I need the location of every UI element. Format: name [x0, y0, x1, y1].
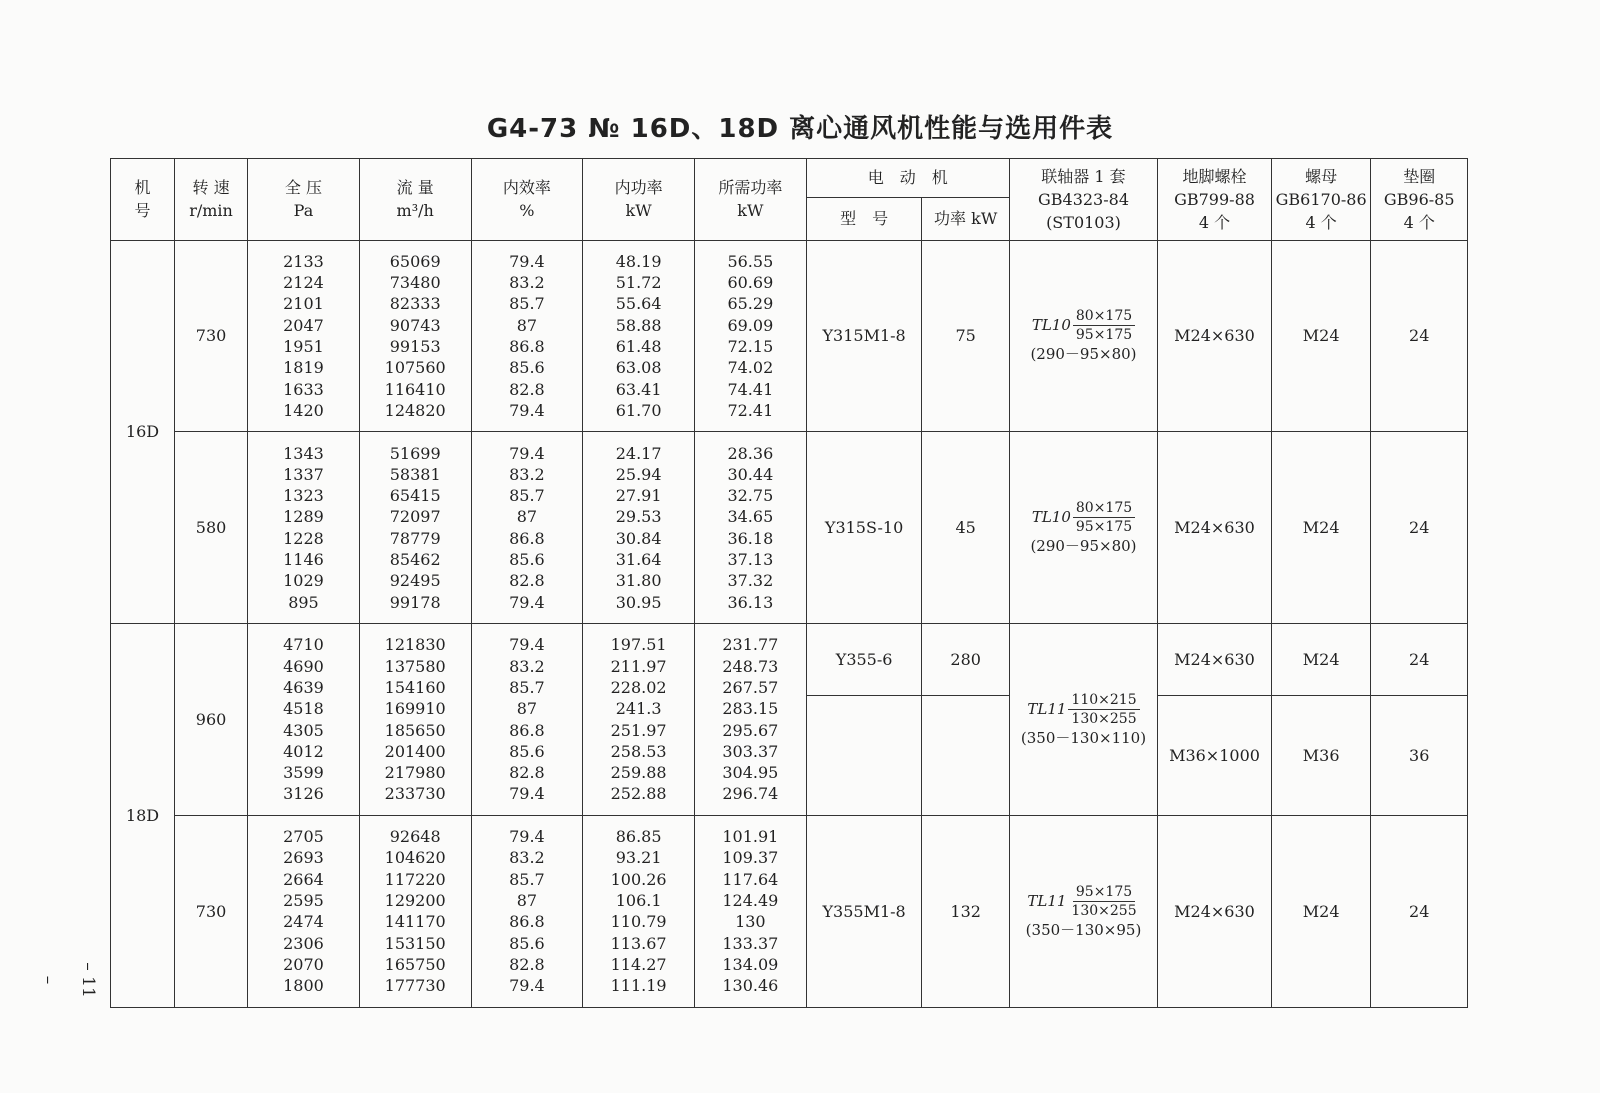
table-row: [111, 432, 1468, 624]
efficiency-list: [471, 815, 583, 1007]
anchor-bolt: M24×630: [1158, 432, 1272, 624]
cell-value: 1228: [283, 528, 324, 548]
cell-value: 27.91: [615, 486, 662, 506]
efficiency-list: [471, 240, 583, 431]
cell-value: 92648: [389, 827, 441, 847]
cell-value: 86.8: [509, 912, 545, 932]
cell-value: 259.88: [610, 763, 667, 783]
anchor-bolt: M24×630: [1158, 815, 1272, 1007]
header-pressure: 全 压 Pa: [248, 159, 360, 241]
cell-value: 124.49: [722, 891, 779, 911]
cell-value: 106.1: [615, 891, 662, 911]
cell-value: 117220: [384, 869, 446, 889]
cell-value: 1951: [283, 336, 324, 356]
motor-type-empty: [806, 695, 922, 815]
table-row: [111, 624, 1468, 696]
cell-value: 169910: [384, 699, 446, 719]
cell-value: 2705: [283, 827, 324, 847]
cell-value: 79.4: [509, 784, 545, 804]
cell-value: 296.74: [722, 784, 779, 804]
model-18d: 18D: [111, 624, 175, 1008]
cell-value: 241.3: [615, 699, 662, 719]
cell-value: 228.02: [610, 677, 667, 697]
cell-value: 2070: [283, 954, 324, 974]
cell-value: 252.88: [610, 784, 667, 804]
efficiency-list: [471, 432, 583, 624]
table-row: [111, 815, 1468, 1007]
internal-power-list: [583, 432, 695, 624]
cell-value: 72.41: [727, 400, 774, 420]
cell-value: 2693: [283, 848, 324, 868]
cell-value: 165750: [384, 954, 446, 974]
cell-value: 2101: [283, 294, 324, 314]
header-flow: 流 量 m³/h: [359, 159, 471, 241]
required-power-list: [694, 624, 806, 815]
washer: 24: [1371, 624, 1468, 696]
flow-list: [359, 432, 471, 624]
cell-value: 114.27: [610, 954, 667, 974]
header-internal-power: 内功率 kW: [583, 159, 695, 241]
table-row: [111, 240, 1468, 431]
cell-value: 267.57: [722, 677, 779, 697]
cell-value: 30.95: [615, 592, 662, 612]
cell-value: 295.67: [722, 720, 779, 740]
cell-value: 79.4: [509, 976, 545, 996]
cell-value: 72097: [389, 507, 441, 527]
cell-value: 137580: [384, 656, 446, 676]
cell-value: 2124: [283, 273, 324, 293]
cell-value: 104620: [384, 848, 446, 868]
header-coupling: 联轴器 1 套 GB4323-84 (ST0103): [1009, 159, 1157, 241]
washer: 36: [1371, 695, 1468, 815]
cell-value: 258.53: [610, 741, 667, 761]
cell-value: 83.2: [509, 656, 545, 676]
cell-value: 61.70: [615, 400, 662, 420]
cell-value: 82.8: [509, 954, 545, 974]
cell-value: 110.79: [610, 912, 667, 932]
cell-value: 2474: [283, 912, 324, 932]
cell-value: 217980: [384, 763, 446, 783]
cell-value: 2133: [283, 251, 324, 271]
cell-value: 48.19: [615, 251, 662, 271]
motor-power: 75: [922, 240, 1009, 431]
nut: M24: [1271, 624, 1371, 696]
cell-value: 85.7: [509, 294, 545, 314]
cell-value: 141170: [384, 912, 446, 932]
header-anchor-bolt: 地脚螺栓 GB799-88 4 个: [1158, 159, 1272, 241]
cell-value: 37.32: [727, 571, 774, 591]
cell-value: 109.37: [722, 848, 779, 868]
nut: M24: [1271, 432, 1371, 624]
header-model: 机 号: [111, 159, 175, 241]
required-power-list: [694, 432, 806, 624]
cell-value: 4710: [283, 635, 324, 655]
cell-value: 31.80: [615, 571, 662, 591]
cell-value: 82.8: [509, 379, 545, 399]
cell-value: 3126: [283, 784, 324, 804]
cell-value: 65.29: [727, 294, 774, 314]
efficiency-list: [471, 624, 583, 815]
cell-value: 2306: [283, 933, 324, 953]
cell-value: 197.51: [610, 635, 667, 655]
cell-value: 251.97: [610, 720, 667, 740]
header-motor-type: 型 号: [806, 197, 922, 240]
motor-power: 280: [922, 624, 1009, 696]
cell-value: 58381: [389, 464, 441, 484]
cell-value: 87: [516, 699, 538, 719]
cell-value: 4518: [283, 699, 324, 719]
page-number: – 11 –: [38, 962, 98, 998]
cell-value: 87: [516, 507, 538, 527]
cell-value: 2595: [283, 891, 324, 911]
cell-value: 101.91: [722, 827, 779, 847]
cell-value: 231.77: [722, 635, 779, 655]
cell-value: 1289: [283, 507, 324, 527]
cell-value: 85.7: [509, 677, 545, 697]
speed: 730: [174, 815, 247, 1007]
cell-value: 78779: [389, 528, 441, 548]
cell-value: 30.44: [727, 464, 774, 484]
cell-value: 58.88: [615, 315, 662, 335]
cell-value: 85.6: [509, 741, 545, 761]
coupling: TL10 $\frac{80\times 175}{95\times 175}$ (290－95×80): [1009, 240, 1157, 431]
cell-value: 85.6: [509, 550, 545, 570]
cell-value: 82333: [389, 294, 441, 314]
cell-value: 85462: [389, 550, 441, 570]
cell-value: 63.41: [615, 379, 662, 399]
cell-value: 153150: [384, 933, 446, 953]
cell-value: 61.48: [615, 336, 662, 356]
cell-value: 32.75: [727, 486, 774, 506]
fan-performance-table: [110, 158, 1468, 1008]
cell-value: 83.2: [509, 848, 545, 868]
cell-value: 1819: [283, 358, 324, 378]
pressure-list: [248, 624, 360, 815]
cell-value: 73480: [389, 273, 441, 293]
cell-value: 3599: [283, 763, 324, 783]
cell-value: 92495: [389, 571, 441, 591]
cell-value: 85.6: [509, 358, 545, 378]
cell-value: 29.53: [615, 507, 662, 527]
cell-value: 1633: [283, 379, 324, 399]
coupling: TL10 $\frac{80\times 175}{95\times 175}$ (290－95×80): [1009, 432, 1157, 624]
cell-value: 121830: [384, 635, 446, 655]
cell-value: 82.8: [509, 571, 545, 591]
cell-value: 2047: [283, 315, 324, 335]
required-power-list: [694, 240, 806, 431]
speed: 960: [174, 624, 247, 815]
coupling: TL11 $\frac{95\times 175}{130\times 255}$ (350－130×95): [1009, 815, 1157, 1007]
speed: 580: [174, 432, 247, 624]
cell-value: 79.4: [509, 635, 545, 655]
cell-value: 79.4: [509, 827, 545, 847]
cell-value: 1146: [283, 550, 324, 570]
cell-value: 86.85: [615, 827, 662, 847]
cell-value: 87: [516, 891, 538, 911]
cell-value: 60.69: [727, 273, 774, 293]
cell-value: 28.36: [727, 443, 774, 463]
cell-value: 4690: [283, 656, 324, 676]
pressure-list: [248, 240, 360, 431]
anchor-bolt: M24×630: [1158, 240, 1272, 431]
motor-type: Y315S-10: [806, 432, 922, 624]
nut: M36: [1271, 695, 1371, 815]
cell-value: 4305: [283, 720, 324, 740]
cell-value: 130.46: [722, 976, 779, 996]
page-title: G4-73 № 16D、18D 离心通风机性能与选用件表: [486, 114, 1114, 144]
cell-value: 4639: [283, 677, 324, 697]
washer: 24: [1371, 815, 1468, 1007]
cell-value: 1420: [283, 400, 324, 420]
anchor-bolt: M24×630: [1158, 624, 1272, 696]
cell-value: 25.94: [615, 464, 662, 484]
internal-power-list: [583, 815, 695, 1007]
cell-value: 34.65: [727, 507, 774, 527]
cell-value: 79.4: [509, 592, 545, 612]
required-power-list: [694, 815, 806, 1007]
cell-value: 93.21: [615, 848, 662, 868]
cell-value: 177730: [384, 976, 446, 996]
cell-value: 51699: [389, 443, 441, 463]
cell-value: 107560: [384, 358, 446, 378]
header-speed: 转 速 r/min: [174, 159, 247, 241]
motor-power: 45: [922, 432, 1009, 624]
cell-value: 69.09: [727, 315, 774, 335]
header-efficiency: 内效率 %: [471, 159, 583, 241]
cell-value: 99178: [389, 592, 441, 612]
cell-value: 65415: [389, 486, 441, 506]
cell-value: 304.95: [722, 763, 779, 783]
cell-value: 185650: [384, 720, 446, 740]
cell-value: 86.8: [509, 528, 545, 548]
nut: M24: [1271, 240, 1371, 431]
cell-value: 1800: [283, 976, 324, 996]
header-nut: 螺母 GB6170-86 4 个: [1271, 159, 1371, 241]
cell-value: 85.6: [509, 933, 545, 953]
cell-value: 248.73: [722, 656, 779, 676]
flow-list: [359, 240, 471, 431]
internal-power-list: [583, 240, 695, 431]
motor-type: Y315M1-8: [806, 240, 922, 431]
cell-value: 90743: [389, 315, 441, 335]
cell-value: 85.7: [509, 486, 545, 506]
cell-value: 895: [288, 592, 319, 612]
cell-value: 201400: [384, 741, 446, 761]
cell-value: 79.4: [509, 400, 545, 420]
cell-value: 87: [516, 315, 538, 335]
cell-value: 130: [735, 912, 766, 932]
cell-value: 129200: [384, 891, 446, 911]
cell-value: 4012: [283, 741, 324, 761]
cell-value: 74.41: [727, 379, 774, 399]
cell-value: 36.18: [727, 528, 774, 548]
motor-type: Y355-6: [806, 624, 922, 696]
cell-value: 100.26: [610, 869, 667, 889]
cell-value: 82.8: [509, 763, 545, 783]
cell-value: 1323: [283, 486, 324, 506]
anchor-bolt: M36×1000: [1158, 695, 1272, 815]
cell-value: 113.67: [610, 933, 667, 953]
cell-value: 30.84: [615, 528, 662, 548]
cell-value: 86.8: [509, 336, 545, 356]
washer: 24: [1371, 432, 1468, 624]
header-washer: 垫圈 GB96-85 4 个: [1371, 159, 1468, 241]
cell-value: 211.97: [610, 656, 667, 676]
flow-list: [359, 815, 471, 1007]
cell-value: 116410: [384, 379, 446, 399]
motor-power: 132: [922, 815, 1009, 1007]
cell-value: 31.64: [615, 550, 662, 570]
header-motor: 电 动 机: [806, 159, 1009, 198]
header-motor-power: 功率 kW: [922, 197, 1009, 240]
speed: 730: [174, 240, 247, 431]
cell-value: 154160: [384, 677, 446, 697]
cell-value: 79.4: [509, 443, 545, 463]
cell-value: 1343: [283, 443, 324, 463]
cell-value: 303.37: [722, 741, 779, 761]
cell-value: 51.72: [615, 273, 662, 293]
cell-value: 134.09: [722, 954, 779, 974]
cell-value: 124820: [384, 400, 446, 420]
internal-power-list: [583, 624, 695, 815]
cell-value: 63.08: [615, 358, 662, 378]
cell-value: 1029: [283, 571, 324, 591]
motor-type: Y355M1-8: [806, 815, 922, 1007]
nut: M24: [1271, 815, 1371, 1007]
cell-value: 83.2: [509, 464, 545, 484]
cell-value: 83.2: [509, 273, 545, 293]
cell-value: 233730: [384, 784, 446, 804]
cell-value: 99153: [389, 336, 441, 356]
cell-value: 56.55: [727, 251, 774, 271]
cell-value: 36.13: [727, 592, 774, 612]
pressure-list: [248, 432, 360, 624]
flow-list: [359, 624, 471, 815]
header-required-power: 所需功率 kW: [694, 159, 806, 241]
cell-value: 72.15: [727, 336, 774, 356]
cell-value: 283.15: [722, 699, 779, 719]
washer: 24: [1371, 240, 1468, 431]
cell-value: 1337: [283, 464, 324, 484]
pressure-list: [248, 815, 360, 1007]
cell-value: 65069: [389, 251, 441, 271]
cell-value: 133.37: [722, 933, 779, 953]
cell-value: 2664: [283, 869, 324, 889]
coupling: TL11 $\frac{110\times 215}{130\times 255}$ (350－130×110): [1009, 624, 1157, 815]
cell-value: 55.64: [615, 294, 662, 314]
cell-value: 24.17: [615, 443, 662, 463]
cell-value: 79.4: [509, 251, 545, 271]
cell-value: 37.13: [727, 550, 774, 570]
motor-power-empty: [922, 695, 1009, 815]
cell-value: 74.02: [727, 358, 774, 378]
cell-value: 86.8: [509, 720, 545, 740]
cell-value: 117.64: [722, 869, 779, 889]
cell-value: 85.7: [509, 869, 545, 889]
cell-value: 111.19: [610, 976, 667, 996]
model-16d: 16D: [111, 240, 175, 624]
